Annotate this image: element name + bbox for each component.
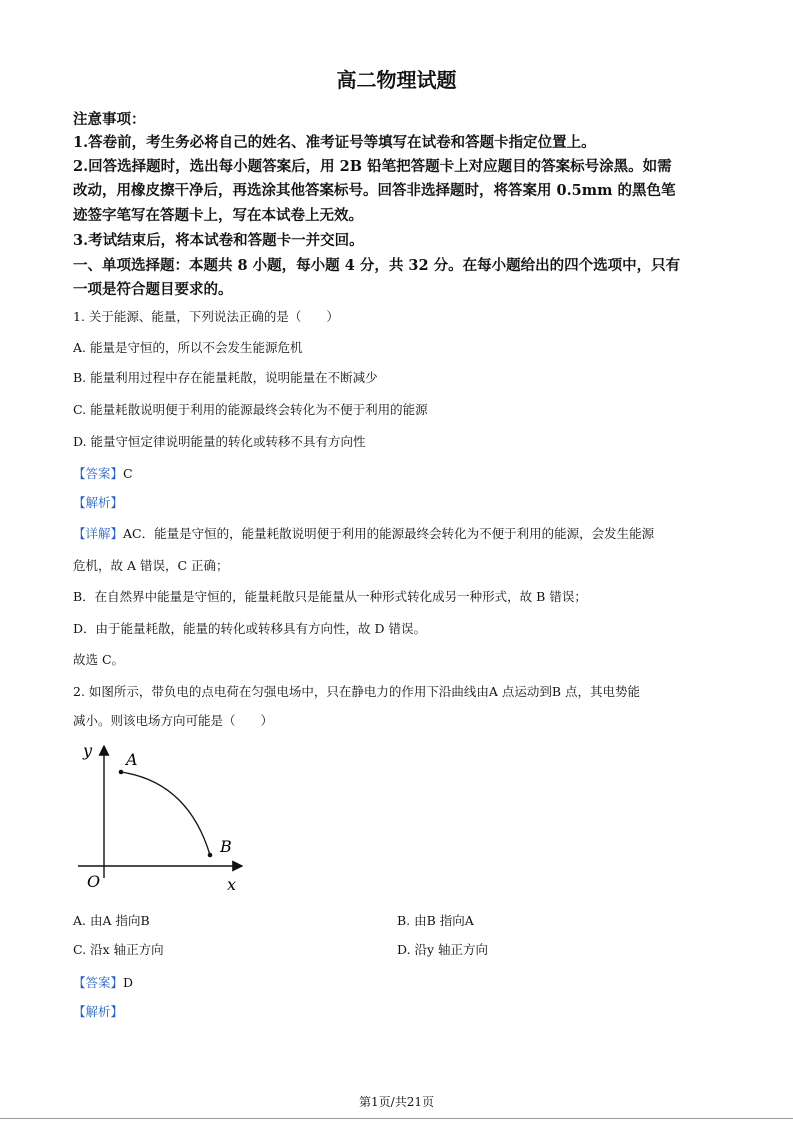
notice-line: 2.回答选择题时，选出每小题答案后，用 2B 铅笔把答题卡上对应题目的答案标号涂黑。如需 <box>73 158 672 175</box>
trajectory-curve <box>121 772 210 855</box>
page-footer: 第1页/共21页 <box>359 1095 434 1109</box>
notice-line: 1.答卷前，考生务必将自己的姓名、准考证号等填写在试卷和答题卡指定位置上。 <box>73 134 596 151</box>
motion-figure <box>70 738 250 898</box>
x-axis-label: x <box>227 875 237 894</box>
notice-heading: 注意事项： <box>73 111 146 128</box>
point-b-dot <box>208 853 213 858</box>
detail-line: D．由于能量耗散，能量的转化或转移具有方向性，故 D 错误。 <box>73 621 426 636</box>
detail-tag: 【详解】 <box>73 526 124 541</box>
option-b: B. 由B 指向A <box>397 913 474 928</box>
detail-line: 【详解】AC．能量是守恒的，能量耗散说明便于利用的能源最终会转化为不便于利用的能源，会发生能源 <box>73 526 655 541</box>
detail-line: 故选 C。 <box>73 652 125 667</box>
section-heading: 一、单项选择题：本题共 8 小题，每小题 4 分，共 32 分。在每小题给出的四个选项中，只有 <box>73 257 681 274</box>
answer-line <box>73 973 133 991</box>
answer-value: D <box>123 975 134 990</box>
option-a: A. 能量是守恒的，所以不会发生能源危机 <box>73 340 303 355</box>
section-heading: 一项是符合题目要求的。 <box>73 281 233 298</box>
detail-line: 危机，故 A 错误，C 正确； <box>73 558 229 573</box>
y-axis-label: y <box>83 741 93 760</box>
option-a: A. 由A 指向B <box>73 913 150 928</box>
answer-value: C <box>123 466 133 481</box>
notice-line: 3.考试结束后，将本试卷和答题卡一并交回。 <box>73 232 364 249</box>
point-a-dot <box>119 770 124 775</box>
point-a-label: A <box>126 750 138 769</box>
option-d: D. 能量守恒定律说明能量的转化或转移不具有方向性 <box>73 434 366 449</box>
analysis-tag: 【解析】 <box>73 1004 124 1019</box>
notice-line: 迹签字笔写在答题卡上，写在本试卷上无效。 <box>73 207 363 224</box>
option-b: B. 能量利用过程中存在能量耗散，说明能量在不断减少 <box>73 370 378 385</box>
footer-divider <box>0 1118 793 1119</box>
notice-line: 改动，用橡皮擦干净后，再选涂其他答案标号。回答非选择题时，将答案用 0.5mm 的黑色笔 <box>73 182 676 199</box>
answer-tag: 【答案】 <box>73 466 124 481</box>
question-stem: 1. 关于能源、能量，下列说法正确的是（ ） <box>73 309 339 324</box>
answer-tag: 【答案】 <box>73 975 124 990</box>
option-c: C. 沿x 轴正方向 <box>73 942 164 957</box>
analysis-tag: 【解析】 <box>73 495 124 510</box>
option-c: C. 能量耗散说明便于利用的能源最终会转化为不便于利用的能源 <box>73 402 428 417</box>
origin-label: O <box>87 872 101 891</box>
page-title: 高二物理试题 <box>336 68 457 92</box>
option-d: D. 沿y 轴正方向 <box>397 942 489 957</box>
question-stem: 2. 如图所示，带负电的点电荷在匀强电场中，只在静电力的作用下沿曲线由A 点运动到B 点，其电势能 <box>73 684 641 699</box>
answer-line <box>73 464 133 482</box>
point-b-label: B <box>220 837 232 856</box>
question-stem: 减小。则该电场方向可能是（ ） <box>73 713 274 728</box>
detail-line: B．在自然界中能量是守恒的，能量耗散只是能量从一种形式转化成另一种形式，故 B 错误； <box>73 589 587 604</box>
